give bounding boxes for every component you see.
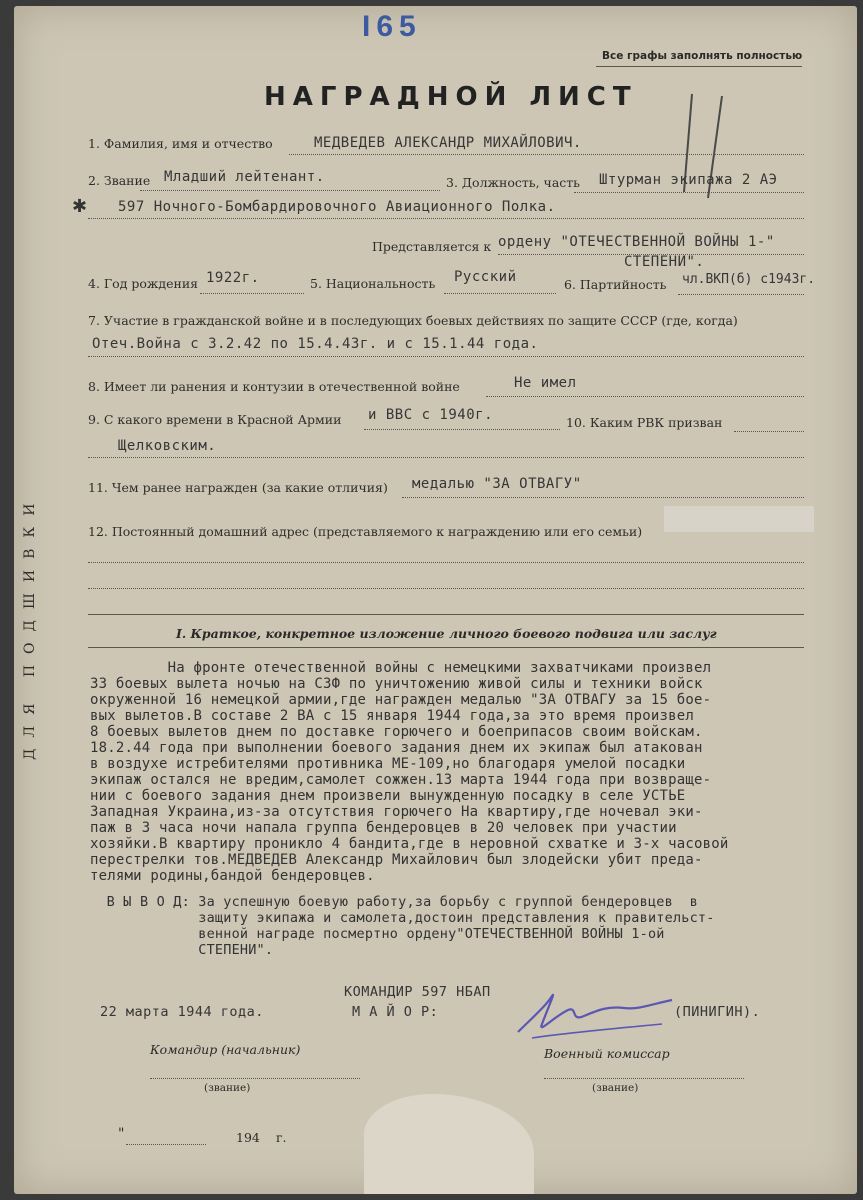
present-label: Представляется к	[372, 239, 492, 254]
sheet-date: 22 марта 1944 года.	[100, 1004, 264, 1020]
f12-label: 12. Постоянный домашний адрес (представляемого к награждению или его семьи)	[88, 524, 643, 539]
f3-label: 3. Должность, часть	[446, 175, 580, 190]
commander-title: КОМАНДИР 597 НБАП	[344, 984, 491, 1000]
f9-line	[364, 429, 560, 430]
commissar-sign-line	[544, 1078, 744, 1079]
f7-value: Отеч.Война с 3.2.42 по 15.4.43г. и с 15.1.44 года.	[92, 336, 539, 352]
f10-line-2	[88, 457, 804, 458]
f4-value: 1922г.	[206, 270, 260, 286]
bottom-quote: "	[118, 1126, 125, 1142]
f1-label: 1. Фамилия, имя и отчество	[88, 136, 273, 151]
f6-label: 6. Партийность	[564, 277, 667, 292]
top-note-underline	[596, 66, 802, 67]
f4-label: 4. Год рождения	[88, 276, 199, 291]
bottom-g: г.	[276, 1130, 287, 1145]
narrative-line: 33 боевых вылета ночью на СЗФ по уничтожению живой силы и техники войск	[90, 676, 703, 692]
f12-line-2	[88, 588, 804, 589]
f10-value: Щелковским.	[118, 438, 217, 454]
f5-line	[444, 293, 556, 294]
f11-label: 11. Чем ранее награжден (за какие отличия)	[88, 480, 388, 495]
present-value: ордену "ОТЕЧЕСТВЕННОЙ ВОЙНЫ 1-"	[498, 234, 775, 250]
commander-caption: Командир (начальник)	[150, 1042, 301, 1057]
f1-line	[289, 154, 804, 155]
f3-line	[574, 192, 804, 193]
narrative-line: в воздухе истребителями противника МЕ-109,но благодаря умелой посадки	[90, 756, 686, 772]
f10-label: 10. Каким РВК призван	[566, 415, 723, 430]
f6-line	[678, 294, 804, 295]
narrative-line: паж в 3 часа ночи напала группа бендеровцев в 20 человек при участии	[90, 820, 677, 836]
narrative-line: Западная Украина,из-за отсутствия горючего На квартиру,где ночевал эки-	[90, 804, 703, 820]
narrative-line: экипаж остался не вредим,самолет сожжен.13 марта 1944 года при возвраще-	[90, 772, 712, 788]
f3-line-2	[88, 218, 804, 219]
f3-value: Штурман экипажа 2 АЭ	[599, 172, 778, 188]
section-rule-top	[88, 614, 804, 615]
fill-all-fields-note: Все графы заполнять полностью	[602, 50, 803, 62]
rank-caption-left: (звание)	[204, 1082, 251, 1094]
narrative-line: телями родины,бандой бендеровцев.	[90, 868, 375, 884]
award-sheet	[14, 6, 857, 1194]
f12-line-1	[88, 562, 804, 563]
commissar-caption: Военный комиссар	[544, 1046, 670, 1061]
f2-line	[140, 190, 440, 191]
f2-value: Младший лейтенант.	[164, 169, 325, 185]
conclusion-line: СТЕПЕНИ".	[90, 942, 274, 958]
present-value-continued: СТЕПЕНИ".	[624, 254, 705, 270]
star-mark: ✱	[72, 196, 88, 217]
document-title: НАГРАДНОЙ ЛИСТ	[264, 82, 638, 112]
narrative-line: перестрелки тов.МЕДВЕДЕВ Александр Михайлович был злодейски убит преда-	[90, 852, 703, 868]
f3-value-continued: 597 Ночного-Бомбардировочного Авиационного Полка.	[118, 199, 556, 215]
narrative-line: На фронте отечественной войны с немецкими захватчиками произвел	[90, 660, 712, 676]
f4-line	[200, 293, 304, 294]
narrative-line: окруженной 16 немецкой армии,где награжден медалью "ЗА ОТВАГУ за 15 бое-	[90, 692, 712, 708]
f11-line	[402, 497, 804, 498]
conclusion-block	[90, 894, 715, 958]
narrative-line: вых вылетов.В составе 2 ВА с 15 января 1944 года,за это время произвел	[90, 708, 695, 724]
conclusion-line: венной награде посмертно ордену"ОТЕЧЕСТВЕННОЙ ВОЙНЫ 1-ой	[90, 926, 665, 942]
f2-label: 2. Звание	[88, 173, 151, 188]
signature-icon	[512, 988, 682, 1048]
f11-value: медалью "ЗА ОТВАГУ"	[412, 476, 582, 492]
major-label: М А Й О Р:	[352, 1004, 439, 1020]
section-title: I. Краткое, конкретное изложение личного боевого подвига или заслуг	[176, 626, 717, 641]
f1-value: МЕДВЕДЕВ АЛЕКСАНДР МИХАЙЛОВИЧ.	[314, 135, 582, 151]
conclusion-line: защиту экипажа и самолета,достоин представления к правительст-	[90, 910, 715, 926]
present-line	[498, 254, 804, 255]
conclusion-line: В Ы В О Д: За успешную боевую работу,за борьбу с группой бендеровцев в	[90, 894, 698, 910]
commander-sign-line	[150, 1078, 360, 1079]
narrative-block	[90, 660, 729, 884]
f9-label: 9. С какого времени в Красной Армии	[88, 412, 342, 427]
f9-value: и ВВС с 1940г.	[368, 407, 494, 423]
f8-label: 8. Имеет ли ранения и контузии в отечественной войне	[88, 379, 460, 394]
f5-value: Русский	[454, 269, 517, 285]
narrative-line: 18.2.44 года при выполнении боевого задания днем их экипаж был атакован	[90, 740, 703, 756]
f8-line	[486, 396, 804, 397]
rank-caption-right: (звание)	[592, 1082, 639, 1094]
f7-label: 7. Участие в гражданской войне и в последующих боевых действиях по защите СССР (где, когда)	[88, 313, 738, 328]
f10-line	[734, 431, 804, 432]
narrative-line: нии с боевого задания днем произвели вынужденную посадку в селе УСТЬЕ	[90, 788, 686, 804]
f8-value: Не имел	[514, 375, 577, 391]
torn-paper-area	[364, 1094, 534, 1194]
section-rule-bottom	[88, 647, 804, 648]
handwritten-number: I65	[362, 10, 422, 43]
narrative-line: 8 боевых вылетов днем по доставке горючего и боеприпасов своим войскам.	[90, 724, 703, 740]
f6-value: чл.ВКП(б) с1943г.	[682, 272, 816, 287]
redacted-address	[664, 506, 814, 532]
bottom-day-line	[126, 1144, 206, 1145]
bottom-year: 194	[236, 1130, 260, 1145]
binding-side-label: ДЛЯ ПОДШИВКИ	[22, 492, 38, 760]
narrative-line: хозяйки.В квартиру проникло 4 бандита,где в неровной схватке и 3-х часовой	[90, 836, 729, 852]
f5-label: 5. Национальность	[310, 276, 436, 291]
major-name: (ПИНИГИН).	[674, 1004, 761, 1020]
f7-line	[88, 356, 804, 357]
